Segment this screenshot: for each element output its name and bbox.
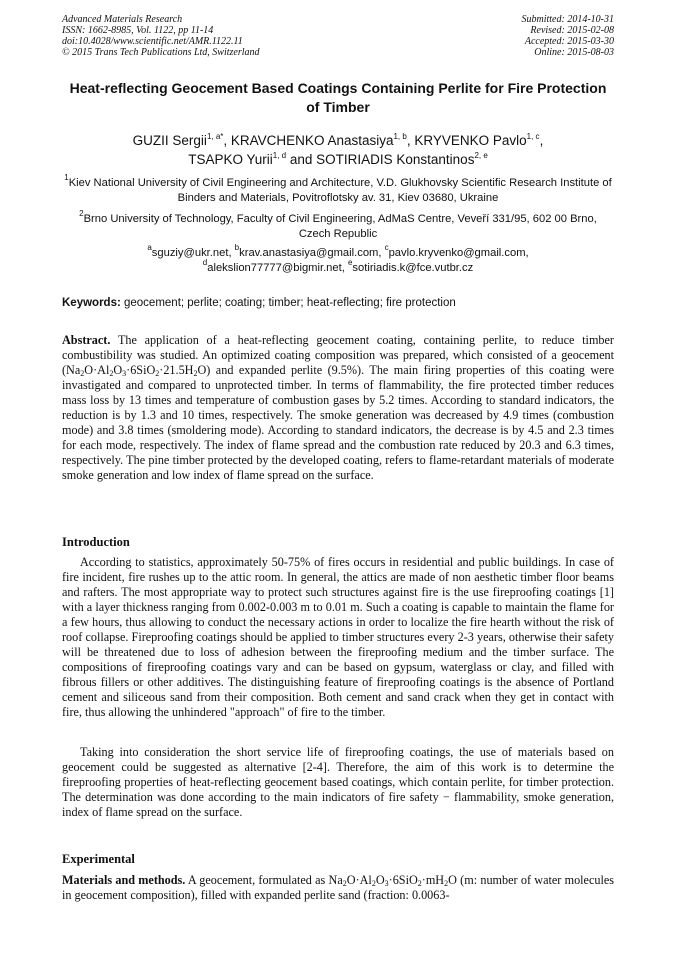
author-superscript: 1, c [526, 132, 540, 141]
author-list: GUZII Sergii$^{1, a*}$, KRAVCHENKO Anastasiya$^{1, b}$, KRYVENKO Pavlo$^{1, c}$, TSAPKO Yurii$^{1, d}$ and SOTIRIADIS Konstantinos$^{2, e}$ [132, 132, 544, 167]
journal-copyright: © 2015 Trans Tech Publications Ltd, Switzerland [62, 47, 260, 58]
author-name: KRAVCHENKO Anastasiya [230, 133, 394, 148]
date-online: Online: 2015-08-03 [534, 47, 614, 58]
author-superscript: 1, d [272, 151, 287, 160]
email-list: $^a$sguziy@ukr.net, $^b$krav.anastasiya@gmail.com, $^c$pavlo.kryvenko@gmail.com, $^d$alekslion77777@bigmir.net, $^e$sotiriadis.k@fce.vutbr.cz [147, 243, 529, 274]
keywords [62, 296, 614, 311]
section-heading-experimental: Experimental [62, 852, 135, 866]
affiliation-text: Kiev National University of Civil Engineering and Architecture, V.D. Glukhovsky Scientific Research Institute of Binders and Materials, Povitroflotsky av. 31, Kiev 03680, Ukraine [68, 177, 612, 204]
journal-doi: doi:10.4028/www.scientific.net/AMR.1122.11 [62, 36, 243, 47]
author-name: KRYVENKO Pavlo [414, 133, 527, 148]
date-revised: Revised: 2015-02-08 [530, 25, 614, 36]
email-link[interactable]: alekslion77777@bigmir.net [207, 262, 342, 274]
author-superscript: 1, a* [206, 132, 224, 141]
author-name: SOTIRIADIS Konstantinos [316, 152, 475, 167]
journal-name: Advanced Materials Research [62, 14, 183, 25]
email-link[interactable]: sguziy@ukr.net [151, 247, 229, 259]
affiliation-text: Brno University of Technology, Faculty of Civil Engineering, AdMaS Centre, Veveří 331/95, 602 00 Brno, Czech Republic [83, 213, 597, 240]
author-name: GUZII Sergii [132, 133, 207, 148]
paper-title: Heat-reflecting Geocement Based Coatings Containing Perlite for Fire Protection of Timber [69, 80, 607, 115]
keywords-label: Keywords: [62, 297, 121, 309]
abstract: Abstract. The application of a heat-reflecting geocement coating, containing perlite, to reduce timber combustibility was studied. An optimized coating composition was prepared, which consisted of a geocement $(Na_2O\cdot Al_2O_3\cdot 6SiO_2\cdot 21.5H_2O)$ and expanded perlite (9.5%). The main firing properties of this coating were invastigated and compared to unprotected timber. In terms of flammability, the fire protected timber reduces mass loss by 13 times and temperature of combustion gases by 5.2 times. According to standard indicators, the reduction is by 1.3 and 10 times, respectively. The smoke generation was decreased by 4.9 times (combustion mode) and 3.8 times (smoldering mode). According to standard indicators, the decrease is by 4.5 and 2.3 times for each mode, respectively. The index of flame spread and the combustion rate reduced by 20.3 and 6.3 times, respectively. The pine timber protected by the developed coating, refers to flame-retardant materials of moderate smoke generation and low index of flame spread on the surface. [62, 333, 614, 482]
date-accepted: Accepted: 2015-03-30 [524, 36, 614, 47]
materials-label: Materials and methods. [62, 873, 186, 887]
journal-info [62, 14, 260, 58]
email-link[interactable]: krav.anastasiya@gmail.com [239, 247, 379, 259]
affiliation-2 [62, 209, 614, 242]
introduction-paragraph-2: Taking into consideration the short service life of fireproofing coatings, the use of materials based on geocement could be suggested as alternative [2-4]. Therefore, the aim of this work is to determine the fireproofing properties of heat-reflecting geocement based coatings, which contain perlite, for timber protection. The determination was done according to the main indicators of fire safety − flammability, smoke generation, index of flame spread on the surface. [62, 745, 614, 819]
introduction-paragraph-1: According to statistics, approximately 50-75% of fires occurs in residential and public buildings. In case of fire incident, fire rushes up to the attic room. In general, the attics are made of non aesthetic timber floor beams and rafters. The most appropriate way to protect such structures against fire is the use fireproofing coatings [1] with a layer thickness ranging from 0.002-0.003 m to 0.01 m. Such a coating is capable to maintain the flame for a few hours, thus allowing to conduct the necessary actions in order to localize the fire hearth without the risk of roof collapse. Fireproofing coatings should be applied to timber structures every 2-3 years, otherwise their safety will be threatened due to loss of adhesion between the fireproofing medium and the timber surface. The compositions of fireproofing coatings vary and can be based on gypsum, waterglass or clay, and filled with fibrous fillers or other additives. The distinguishing feature of fireproofing coatings is the absence of Portland cement and siliceous sand from their composition. Both cement and sand crack when they get in contact with fire, thus allowing the unhindered "approach" of fire to the timber. [62, 555, 614, 719]
author-name: TSAPKO Yurii [188, 152, 273, 167]
abstract-label: Abstract. [62, 333, 111, 347]
author-superscript: 1, b [393, 132, 407, 141]
affiliation-1 [62, 173, 614, 206]
email-link[interactable]: pavlo.kryvenko@gmail.com [388, 247, 526, 259]
email-link[interactable]: sotiriadis.k@fce.vutbr.cz [352, 262, 474, 274]
author-superscript: 2, e [474, 151, 488, 160]
affiliation-marker: 2 [79, 209, 84, 218]
journal-issn: ISSN: 1662-8985, Vol. 1122, pp 11-14 [62, 25, 214, 36]
keywords-text: geocement; perlite; coating; timber; heat-reflecting; fire protection [124, 297, 456, 309]
materials-paragraph: Materials and methods. A geocement, formulated as $Na_2O\cdot Al_2O_3\cdot 6SiO_2\cdot mH_2O$ (m: number of water molecules in geocement composition), filled with expanded perlite sand (fraction: 0.0063- [62, 873, 615, 902]
affiliation-marker: 1 [64, 173, 69, 182]
section-heading-introduction: Introduction [62, 535, 130, 549]
date-submitted: Submitted: 2014-10-31 [521, 14, 614, 25]
publication-dates [522, 14, 615, 58]
